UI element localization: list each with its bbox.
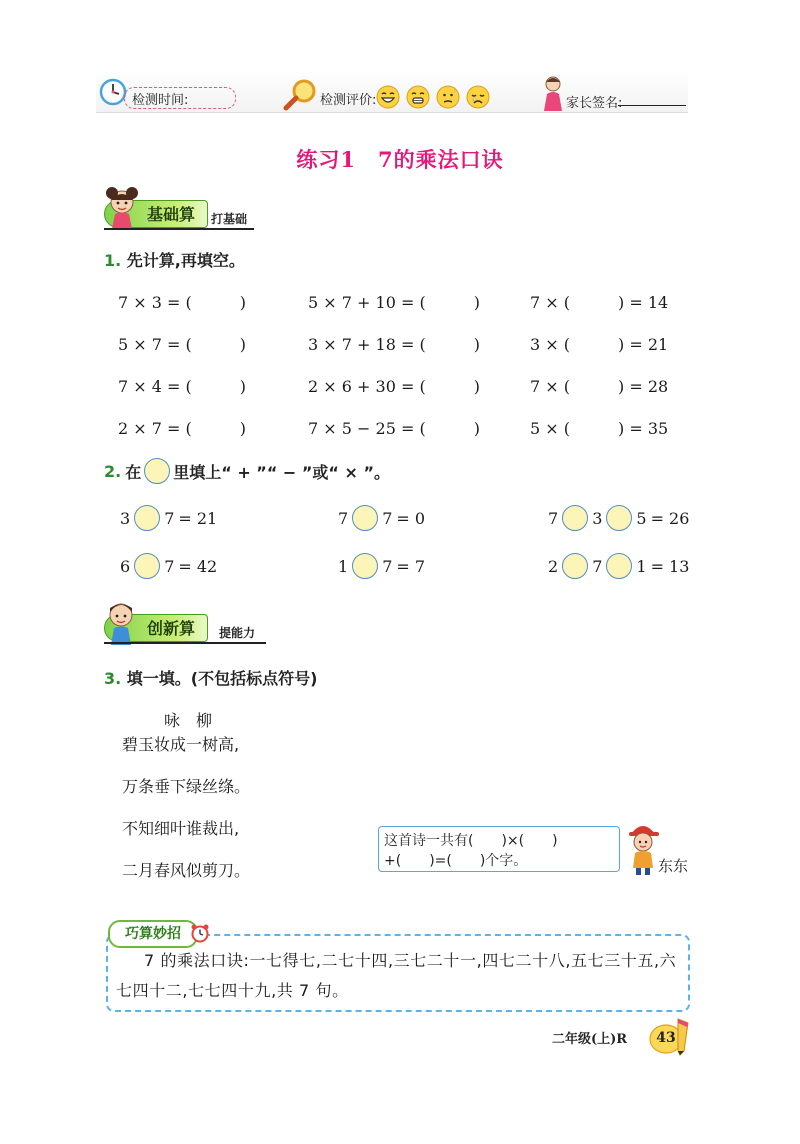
operator-blank[interactable] [134, 505, 160, 531]
operand: 3 [592, 508, 603, 528]
time-label: 检测时间: [132, 93, 189, 108]
q1-equation[interactable]: 5 × ( ) = 35 [530, 419, 669, 438]
clock-icon [98, 77, 128, 107]
operand: 7 [164, 556, 175, 576]
operator-blank[interactable] [606, 505, 632, 531]
operand: 1 [338, 556, 349, 576]
q1-equation[interactable]: 3 × 7 + 18 = ( ) [308, 335, 480, 354]
tip-tag: 巧算妙招 [108, 920, 198, 948]
section-basic-subtitle: 打基础 [211, 212, 248, 226]
question-1-text: 先计算,再填空。 [126, 251, 245, 270]
question-1-heading [104, 248, 245, 271]
operand: 7 [338, 508, 349, 528]
parent-signature-label: 家长签名: [566, 96, 623, 111]
operator-blank[interactable] [562, 553, 588, 579]
result: = 7 [396, 556, 426, 576]
operand: 6 [120, 556, 131, 576]
poem-line: 二月春风似剪刀。 [122, 861, 251, 880]
question-3-number: 3. [104, 669, 122, 688]
girl-mascot-icon [102, 186, 142, 230]
poem-line: 碧玉妆成一树高, [122, 735, 240, 754]
operator-blank[interactable] [562, 505, 588, 531]
q1-equation[interactable]: 7 × ( ) = 28 [530, 377, 669, 396]
operand: 3 [120, 508, 131, 528]
grinning-face-icon[interactable] [406, 85, 430, 109]
question-2-heading [104, 458, 390, 484]
q1-equation[interactable]: 5 × 7 + 10 = ( ) [308, 293, 480, 312]
q1-equation[interactable]: 7 × 4 = ( ) [118, 377, 247, 396]
operand: 7 [164, 508, 175, 528]
question-2-text-before: 在 [125, 462, 142, 482]
q1-equation[interactable]: 2 × 6 + 30 = ( ) [308, 377, 480, 396]
result: = 26 [650, 508, 690, 528]
section-innovate-subtitle: 提能力 [219, 626, 256, 640]
q1-equation[interactable]: 7 × 3 = ( ) [118, 293, 247, 312]
evaluation-label: 检测评价: [320, 93, 377, 108]
poem-title: 咏 柳 [164, 711, 213, 730]
question-3-heading [104, 666, 317, 689]
q2-item [120, 553, 217, 579]
character-name: 东东 [658, 857, 689, 875]
section-innovate-underline [104, 642, 266, 644]
laughing-face-icon[interactable] [376, 85, 400, 109]
section-basic-title: 基础算 [104, 200, 208, 228]
operand: 7 [382, 508, 393, 528]
operand: 7 [382, 556, 393, 576]
operand: 5 [636, 508, 647, 528]
page-title: 练习1 7的乘法口诀 [296, 147, 504, 172]
section-basic-underline [104, 228, 254, 230]
result: = 0 [396, 508, 426, 528]
operator-blank[interactable] [134, 553, 160, 579]
crying-face-icon[interactable] [466, 85, 490, 109]
q2-item [338, 505, 425, 531]
q1-equation[interactable]: 2 × 7 = ( ) [118, 419, 247, 438]
operator-blank[interactable] [352, 553, 378, 579]
operand: 7 [548, 508, 559, 528]
operand: 7 [592, 556, 603, 576]
q2-item [120, 505, 217, 531]
question-3-text: 填一填。(不包括标点符号) [126, 669, 318, 688]
dongdong-boy-icon [625, 820, 661, 876]
question-2-text-after: 里填上“ + ”“ − ”或“ × ”。 [173, 462, 390, 482]
q2-item [548, 553, 689, 579]
q2-item [548, 505, 689, 531]
tip-text: 7 的乘法口诀:一七得七,二七十四,三七二十一,四七二十八,五七三十五,六七四十二,七七四十九,共 7 句。 [116, 951, 677, 1000]
parent-signature-line[interactable] [618, 105, 686, 106]
result: = 42 [178, 556, 218, 576]
result: = 13 [650, 556, 690, 576]
question-2-number: 2. [104, 461, 122, 481]
q1-equation[interactable]: 5 × 7 = ( ) [118, 335, 247, 354]
operator-blank[interactable] [352, 505, 378, 531]
poem-line: 不知细叶谁裁出, [122, 819, 240, 838]
boy-mascot-icon [100, 600, 142, 646]
speech-line-1[interactable]: 这首诗一共有( )×( ) [384, 833, 558, 849]
parent-figure-icon [539, 74, 567, 112]
magnifier-icon [282, 78, 320, 112]
q2-item [338, 553, 425, 579]
speech-line-2[interactable]: +( )=( )个字。 [384, 853, 528, 869]
q1-equation[interactable]: 7 × 5 − 25 = ( ) [308, 419, 480, 438]
poem-line: 万条垂下绿丝绦。 [122, 777, 251, 796]
section-innovate-title: 创新算 [104, 614, 208, 642]
page-number: 43 [656, 1030, 676, 1046]
grade-label: 二年级(上)R [552, 1032, 628, 1047]
q1-equation[interactable]: 3 × ( ) = 21 [530, 335, 669, 354]
operator-circle-icon [144, 458, 170, 484]
operand: 2 [548, 556, 559, 576]
question-1-number: 1. [104, 251, 122, 270]
operand: 1 [636, 556, 647, 576]
alarm-clock-icon [190, 923, 210, 943]
operator-blank[interactable] [606, 553, 632, 579]
q1-equation[interactable]: 7 × ( ) = 14 [530, 293, 669, 312]
result: = 21 [178, 508, 218, 528]
worried-face-icon[interactable] [436, 85, 460, 109]
